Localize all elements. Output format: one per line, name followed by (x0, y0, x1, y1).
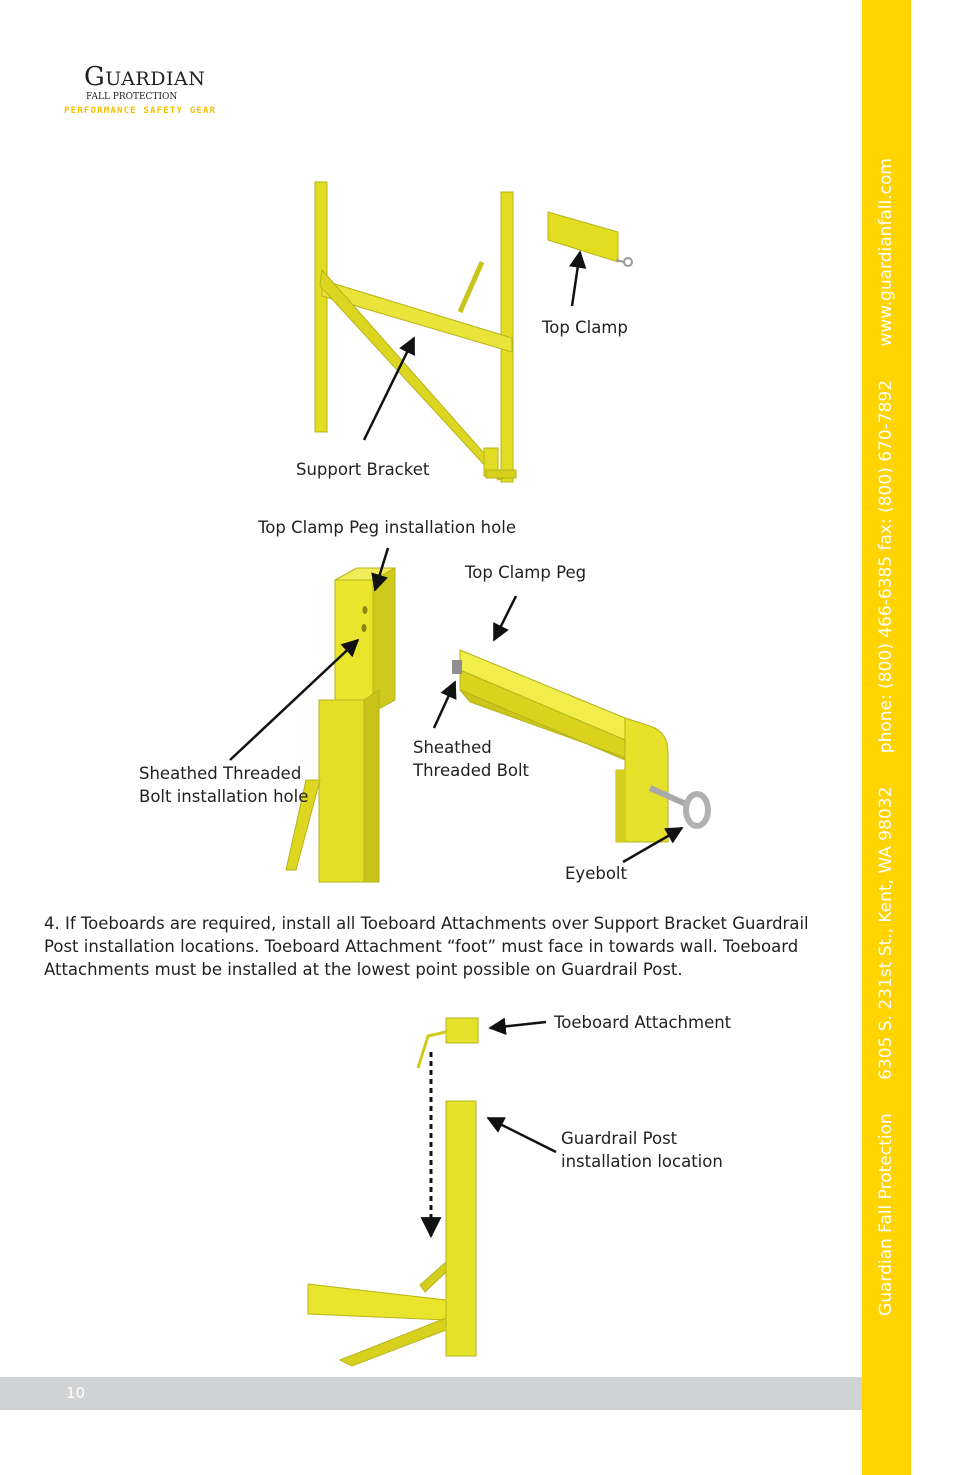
step-4-instructions: 4. If Toeboards are required, install all Toeboard Attachments over Support Bracket Guardrail Post installation locations. Toeboard Attachment “foot” must face in towards wall. Toeboard Attachments must be installed at the lowest point possible on Guardrail Post. (44, 914, 809, 979)
company-name: Guardian Fall Protection (876, 1113, 896, 1316)
peg-label: Top Clamp Peg (465, 563, 587, 582)
page-number: 10 (66, 1384, 86, 1402)
support-bracket-image (315, 182, 516, 482)
post-location-arrow (488, 1118, 556, 1152)
top-clamp-label: Top Clamp (542, 318, 628, 337)
contact-info (875, 67, 897, 1407)
company-phone: phone: (800) 466-6385 fax: (800) 670-7892 (876, 379, 896, 754)
peg-arrow (494, 596, 516, 640)
top-clamp-arrow (572, 252, 580, 306)
toeboard-image (308, 1018, 478, 1366)
logo-tagline: PERFORMANCE SAFETY GEAR (64, 106, 217, 116)
bolt-label: Sheathed Threaded Bolt (413, 738, 530, 780)
logo-subtitle: FALL PROTECTION (86, 92, 178, 102)
eyebolt-label: Eyebolt (565, 864, 627, 883)
top-clamp-image (548, 212, 632, 266)
company-website[interactable]: www.guardianfall.com (876, 158, 896, 347)
logo-wordmark: GUARDIAN (84, 62, 206, 92)
toeboard-label: Toeboard Attachment (554, 1013, 732, 1032)
toeboard-arrow (490, 1022, 546, 1028)
post-location-label: Guardrail Post installation location (561, 1129, 723, 1171)
footer-bar (0, 1377, 862, 1410)
bolt-hole-label: Sheathed Threaded Bolt installation hole (139, 764, 309, 806)
company-address: 6305 S. 231st St., Kent, WA 98032 (876, 786, 896, 1080)
post-top-image (286, 568, 395, 882)
support-bracket-label: Support Bracket (296, 460, 430, 479)
bolt-arrow (434, 682, 455, 728)
peg-hole-label: Top Clamp Peg installation hole (258, 518, 516, 537)
